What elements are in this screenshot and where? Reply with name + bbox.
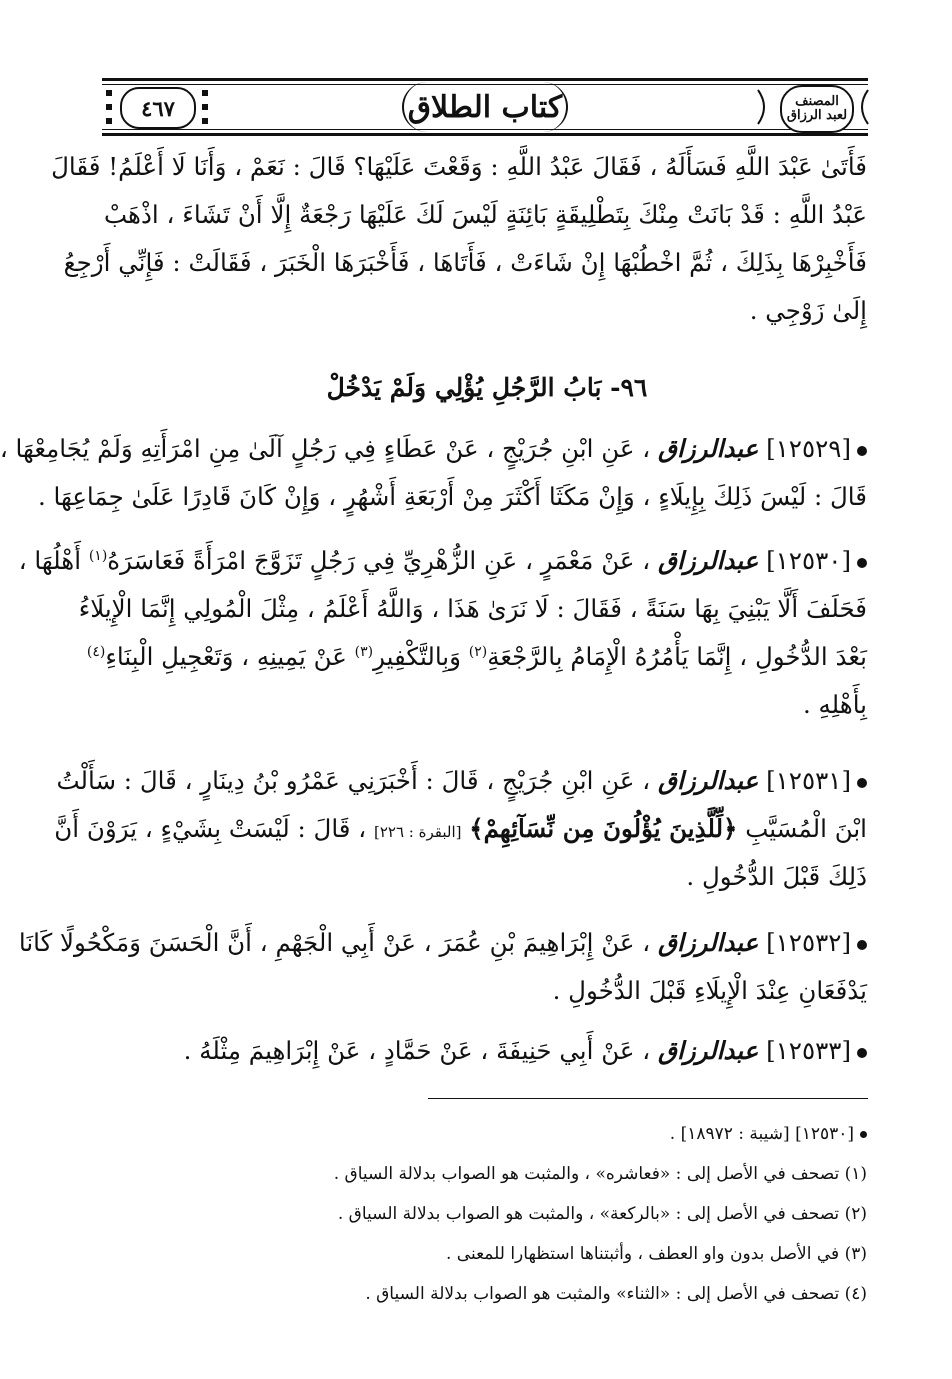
hadith-number: [١٢٥٣١] — [766, 766, 851, 795]
chapter-title: كتاب الطلاق — [407, 89, 563, 125]
hadith-entry — [18, 928, 867, 1024]
footnote-text: [١٢٥٣٠] [شيبة : ١٨٩٧٢] . — [669, 1124, 854, 1144]
quran-verse: ﴿لِّلَّذِينَ يُؤْلُونَ مِن نِّسَآئِهِمْ﴾ — [469, 814, 738, 843]
narrator-name: عبدالرزاق — [657, 546, 759, 575]
hadith-text: وَبِالتَّكْفِيرِ — [373, 642, 461, 671]
text-line: عَبْدُ اللَّهِ : قَدْ بَانَتْ مِنْكَ بِتَطْلِيقَةٍ بَائِنَةٍ لَيْسَ لَكَ عَلَيْهَا رَجْعَةٌ إِلَّا أَنْ تَشَاءَ ، اذْهَبْ — [104, 200, 867, 229]
bullet-icon — [860, 1131, 867, 1138]
text-line: ذَلِكَ قَبْلَ الدُّخُولِ . — [686, 862, 867, 891]
hadith-text: ، عَنْ مَعْمَرٍ ، عَنِ الزُّهْرِيِّ فِي رَجُلٍ تَزَوَّجَ امْرَأَةً فَعَاسَرَهُ — [107, 546, 651, 575]
text-line — [56, 766, 867, 814]
footnotes — [104, 1114, 867, 1314]
header-rule — [102, 133, 868, 136]
logo-text: المصنف — [795, 94, 839, 110]
text-line: فَحَلَفَ أَلَّا يَبْنِيَ بِهَا سَنَةً ، فَقَالَ : لَا نَرَىٰ هَذَا ، وَاللَّهُ أَعْلَمُ ، مِثْلَ الْمُولِي إِنَّمَا الْإِيلَاءُ — [78, 594, 867, 623]
quran-reference: [البقرة : ٢٢٦] — [374, 823, 462, 841]
hadith-text: ، عَنِ ابْنِ جُرَيْجٍ ، عَنْ عَطَاءٍ فِي رَجُلٍ آلَىٰ مِنِ امْرَأَتِهِ وَلَمْ يُجَامِعْهَا ، — [0, 434, 651, 463]
narrator-name: عبدالرزاق — [657, 928, 759, 957]
footnote: (١) تصحف في الأصل إلى : «فعاشره» ، والمثبت هو الصواب بدلالة السياق . — [333, 1164, 867, 1184]
narrator-name: عبدالرزاق — [657, 766, 759, 795]
footnote-source — [104, 1114, 867, 1154]
hadith-text: ، قَالَ : لَيْسَتْ بِشَيْءٍ ، يَرَوْنَ أَنَّ — [54, 814, 367, 843]
bullet-icon — [857, 1048, 867, 1058]
hadith-entry — [18, 546, 867, 738]
hadith-text: ، عَنِ ابْنِ جُرَيْجٍ ، قَالَ : أَخْبَرَنِي عَمْرُو بْنُ دِينَارٍ ، قَالَ : سَأَلْتُ — [56, 766, 651, 795]
hadith-text: أَهْلُهَا ، — [18, 546, 82, 575]
hadith-number: [١٢٥٢٩] — [766, 434, 851, 463]
footnote-marker[interactable]: (٣) — [354, 643, 374, 660]
bullet-icon — [857, 778, 867, 788]
footnote-marker[interactable]: (١) — [88, 547, 108, 564]
hadith-number: [١٢٥٣٣] — [766, 1036, 851, 1065]
text-line — [86, 642, 867, 690]
text-line: قَالَ : لَيْسَ ذَلِكَ بِإِيلَاءٍ ، وَإِنْ مَكَثَا أَكْثَرَ مِنْ أَرْبَعَةِ أَشْهُرٍ ، وَإِنْ كَانَ قَادِرًا عَلَىٰ جِمَاعِهَا . — [37, 482, 867, 511]
text-line — [18, 928, 867, 976]
hadith-entry — [54, 766, 867, 910]
text-line — [54, 814, 867, 862]
hadith-number: [١٢٥٣٠] — [766, 546, 851, 575]
narrator-name: عبدالرزاق — [657, 434, 759, 463]
hadith-entry — [104, 1036, 867, 1084]
narrator-name: عبدالرزاق — [657, 1036, 759, 1065]
header-rule — [102, 78, 868, 81]
bullet-icon — [857, 446, 867, 456]
text-line: فَأَتَىٰ عَبْدَ اللَّهِ فَسَأَلَهُ ، فَقَالَ عَبْدُ اللَّهِ : وَقَعْتَ عَلَيْهَا؟ قَالَ : نَعَمْ ، وَأَنَا لَا أَعْلَمُ! فَقَالَ — [51, 152, 867, 181]
bullet-icon — [857, 940, 867, 950]
footnote-divider — [428, 1098, 868, 1099]
page-number: ٤٦٧ — [120, 87, 196, 129]
bullet-icon — [857, 558, 867, 568]
hadith-text: ، عَنْ أَبِي حَنِيفَةَ ، عَنْ حَمَّادٍ ، عَنْ إِبْرَاهِيمَ مِثْلَهُ . — [183, 1036, 651, 1065]
footnote: (٣) في الأصل بدون واو العطف ، وأثبتناها استظهارا للمعنى . — [445, 1244, 867, 1264]
logo-text: لعبد الرزاق — [786, 108, 848, 123]
text-line — [18, 546, 867, 594]
intro-paragraph — [51, 152, 867, 344]
text-line — [0, 434, 867, 482]
hadith-text: بَعْدَ الدُّخُولِ ، إِنَّمَا يَأْمُرُهُ الْإِمَامُ بِالرَّجْعَةِ — [487, 642, 867, 671]
hadith-text: ابْنَ الْمُسَيَّبِ — [745, 814, 867, 843]
footnote: (٤) تصحف في الأصل إلى : «الثناء» والمثبت هو الصواب بدلالة السياق . — [365, 1284, 867, 1304]
text-line — [104, 1036, 867, 1084]
footnote-marker[interactable]: (٤) — [86, 643, 106, 660]
section-title: ٩٦- بَابُ الرَّجُلِ يُؤْلِي وَلَمْ يَدْخُلْ — [326, 373, 648, 402]
hadith-text: عَنْ يَمِينِهِ ، وَتَعْجِيلِ الْبِنَاءِ — [105, 642, 347, 671]
page-header — [102, 78, 868, 136]
text-line: فَأَخْبِرْهَا بِذَلِكَ ، ثُمَّ اخْطُبْهَا إِنْ شَاءَتْ ، فَأَتَاهَا ، فَأَخْبَرَهَا الْخَبَرَ ، فَقَالَتْ : فَإِنِّي أَرْجِعُ — [63, 248, 867, 277]
text-line: بِأَهْلِهِ . — [802, 690, 867, 719]
hadith-text: ، عَنْ إِبْرَاهِيمَ بْنِ عُمَرَ ، عَنْ أَبِي الْجَهْمِ ، أَنَّ الْحَسَنَ وَمَكْحُولًا كَانَا — [18, 928, 651, 957]
text-line: يَدْفَعَانِ عِنْدَ الْإِيلَاءِ قَبْلَ الدُّخُولِ . — [552, 976, 867, 1005]
footnote: (٢) تصحف في الأصل إلى : «بالركعة» ، والمثبت هو الصواب بدلالة السياق . — [337, 1204, 867, 1224]
book-logo — [780, 85, 854, 133]
footnote-marker[interactable]: (٢) — [468, 643, 488, 660]
text-line: إِلَىٰ زَوْجِي . — [749, 296, 867, 325]
hadith-entry — [0, 434, 867, 530]
hadith-number: [١٢٥٣٢] — [766, 928, 851, 957]
